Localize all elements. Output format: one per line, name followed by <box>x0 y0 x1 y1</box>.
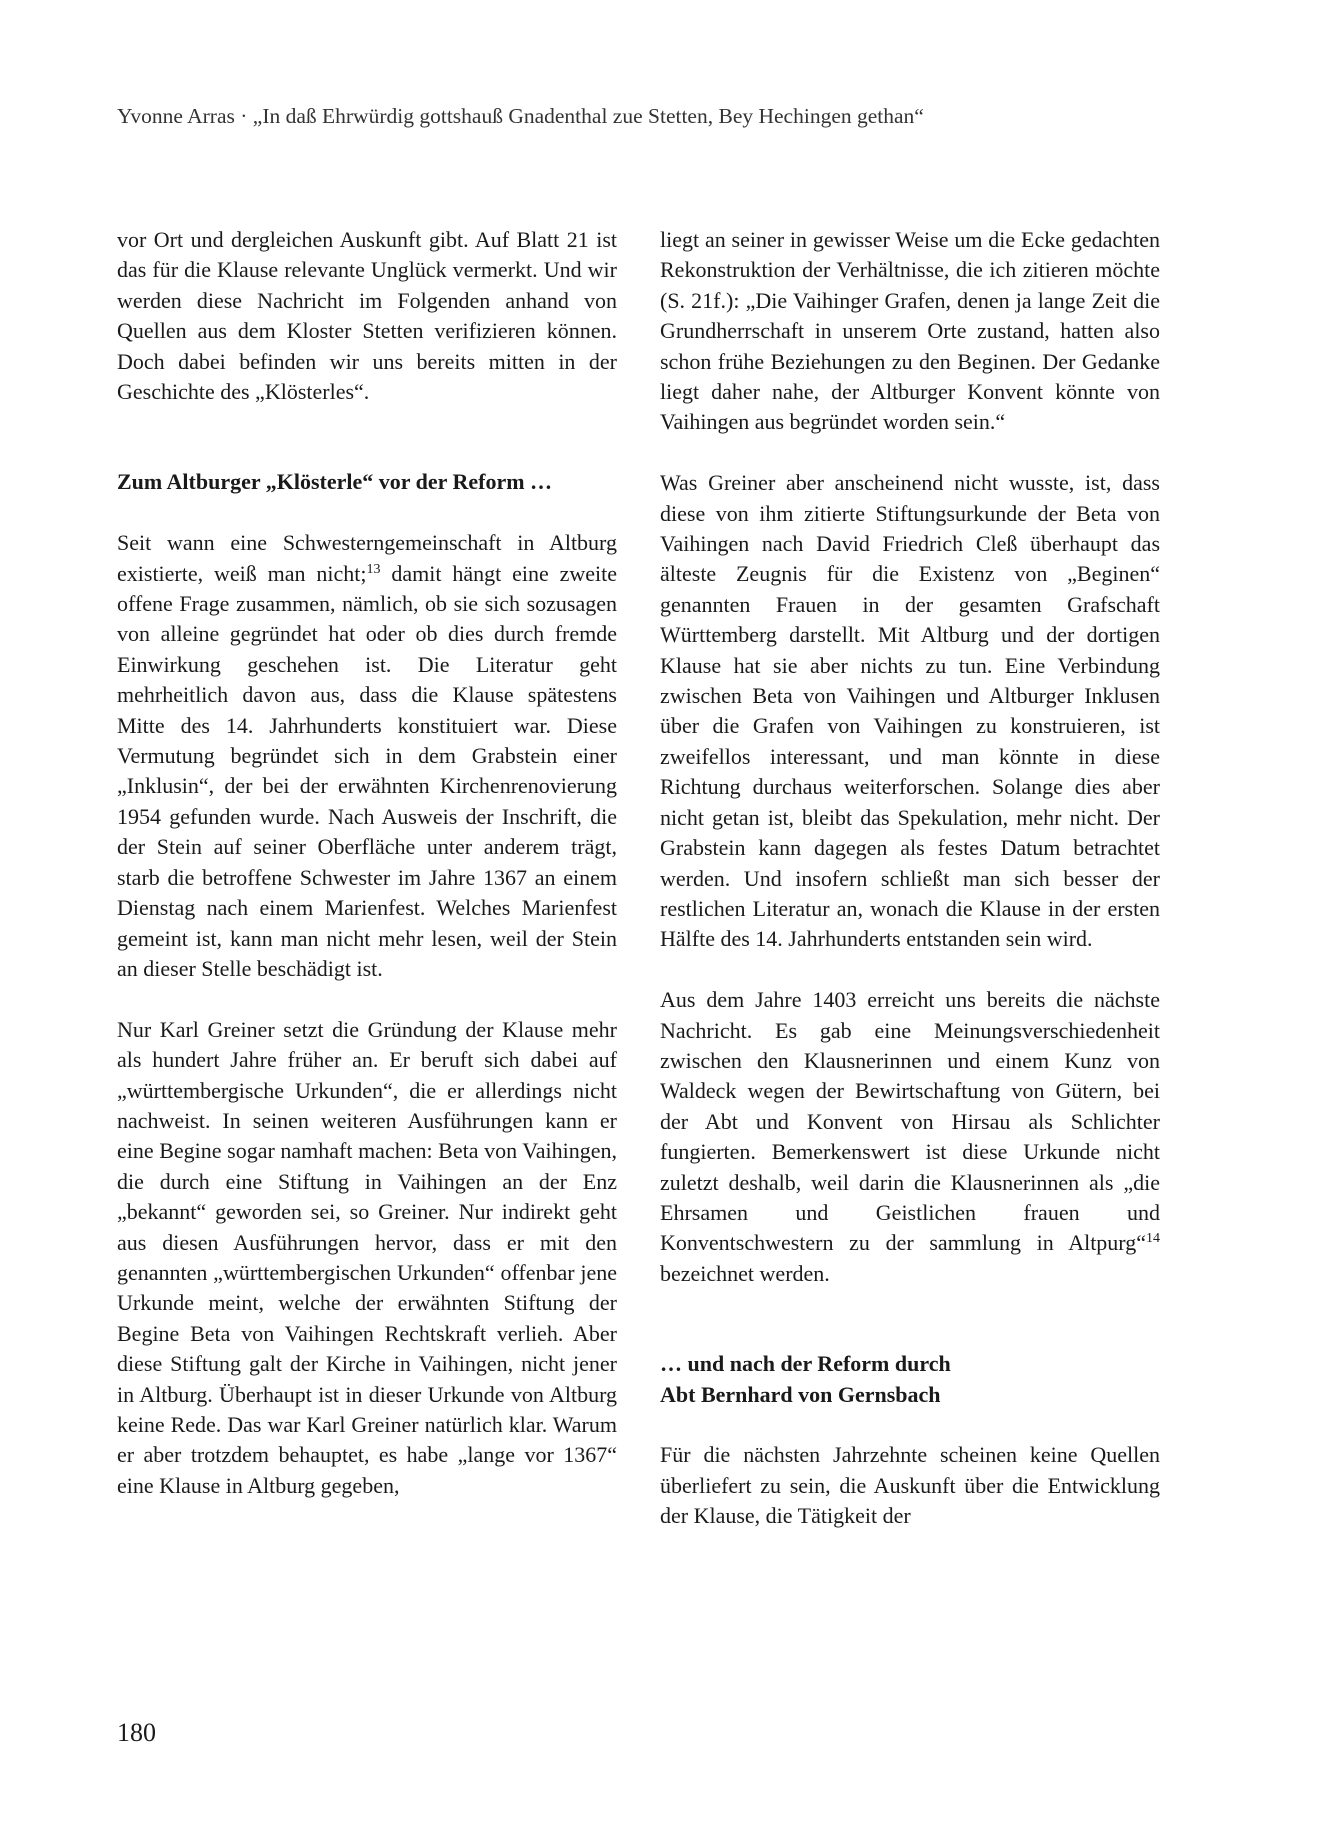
paragraph-text: Seit wann eine Schwesterngemeinschaft in Altburg existierte, weiß man nicht; <box>117 530 617 586</box>
paragraph-text: damit hängt eine zweite offene Frage zusammen, nämlich, ob sie sich sozusagen von alleine gegründet hat oder ob dies durch fremde Einwirkung geschehen ist. Die Literatur geht mehrheitlich davon aus, dass die Klause spätestens Mitte des 14. Jahrhunderts konstituiert war. Diese Vermutung begründet sich in dem Grabstein einer „Inklusin“, der bei der erwähnten Kirchenrenovierung 1954 gefunden wurde. Nach Ausweis der Inschrift, die der Stein auf seiner Oberfläche unter anderem trägt, starb die betroffene Schwester im Jahre 1367 an einem Dienstag nach einem Marienfest. Welches Marienfest gemeint ist, kann man nicht mehr lesen, weil der Stein an dieser Stelle beschädigt ist. <box>117 560 618 981</box>
paragraph-text: Aus dem Jahre 1403 erreicht uns bereits die nächste Nachricht. Es gab eine Meinungsverschiedenheit zwischen den Klausnerinnen und einem Kunz von Waldeck wegen der Bewirtschaftung von Gütern, bei der Abt und Konvent von Hirsau als Schlichter fungierten. Bemerkenswert ist diese Urkunde nicht zuletzt deshalb, weil darin die Klausnerinnen als „die Ehrsamen und Geistlichen frauen und Konventschwestern zu der sammlung in Altpurg“ <box>660 987 1160 1256</box>
right-column <box>660 225 1160 1532</box>
paragraph: Für die nächsten Jahrzehnte scheinen keine Quellen überliefert zu sein, die Auskunft über die Entwicklung der Klause, die Tätigkeit der <box>660 1442 1160 1529</box>
section-heading-line: … und nach der Reform durch <box>660 1351 951 1377</box>
section-heading-line: Abt Bernhard von Gernsbach <box>660 1381 941 1407</box>
page-number: 180 <box>117 1718 156 1747</box>
paragraph: Was Greiner aber anscheinend nicht wusste, ist, dass diese von ihm zitierte Stiftungsurkunde der Beta von Vaihingen nach David Friedrich Cleß überhaupt das älteste Zeugnis für die Existenz von „Beginen“ genannten Frauen in der gesamten Grafschaft Württemberg darstellt. Mit Altburg und der dortigen Klause hat sie aber nichts zu tun. Eine Verbindung zwischen Beta von Vaihingen und Altburger Inklusen über die Grafen von Vaihingen zu konstruieren, ist zweifellos interessant, und man könnte in diese Richtung durchaus weiterforschen. Solange dies aber nicht getan ist, bleibt das Spekulation, mehr nicht. Der Grabstein kann dagegen als festes Datum betrachtet werden. Und insofern schließt man sich besser der restlichen Literatur an, wonach die Klause in der ersten Hälfte des 14. Jahrhunderts entstanden sein wird. <box>660 470 1160 952</box>
paragraph-text: bezeichnet werden. <box>660 1260 830 1286</box>
paragraph: liegt an seiner in gewisser Weise um die Ecke gedachten Rekonstruktion der Verhältnisse, die ich zitieren möchte (S. 21f.): „Die Vaihinger Grafen, denen ja lange Zeit die Grundherrschaft in unserem Orte zustand, hatten also schon frühe Beziehungen zu den Beginen. Der Gedanke liegt daher nahe, der Altburger Konvent könnte von Vaihingen aus begründet worden sein.“ <box>660 227 1160 435</box>
section-heading <box>660 1349 1160 1410</box>
footnote-ref[interactable]: 14 <box>1146 1231 1160 1247</box>
section-heading: Zum Altburger „Klösterle“ vor der Reform … <box>117 469 553 495</box>
paragraph: Nur Karl Greiner setzt die Gründung der Klause mehr als hundert Jahre früher an. Er beruft sich dabei auf „württembergische Urkunden“, die er allerdings nicht nachweist. In seinen weiteren Ausführungen kann er eine Begine sogar namhaft machen: Beta von Vaihingen, die durch eine Stiftung in Vaihingen an der Enz „bekannt“ geworden sei, so Greiner. Nur indirekt geht aus diesen Ausführungen hervor, dass er mit den genannten „württembergischen Urkunden“ offenbar jene Urkunde meint, welche der erwähnten Stiftung der Begine Beta von Vaihingen Rechtskraft verlieh. Aber diese Stiftung galt der Kirche in Vaihingen, nicht jener in Altburg. Überhaupt ist in dieser Urkunde von Altburg keine Rede. Das war Karl Greiner natürlich klar. Warum er aber trotzdem behauptet, es habe „lange vor 1367“ eine Klause in Altburg gegeben, <box>117 1016 617 1498</box>
footnote-ref[interactable]: 13 <box>366 561 381 577</box>
paragraph: vor Ort und dergleichen Auskunft gibt. Auf Blatt 21 ist das für die Klause relevante Unglück vermerkt. Und wir werden diese Nachricht im Folgenden anhand von Quellen aus dem Kloster Stetten verifizieren können. Doch dabei befinden wir uns bereits mitten in der Geschichte des „Klösterles“. <box>117 227 617 405</box>
running-header: Yvonne Arras · „In daß Ehrwürdig gottshauß Gnadenthal zue Stetten, Bey Hechingen gethan“ <box>117 104 924 128</box>
paragraph <box>117 528 617 984</box>
left-column <box>117 225 617 1501</box>
paragraph <box>660 985 1160 1289</box>
